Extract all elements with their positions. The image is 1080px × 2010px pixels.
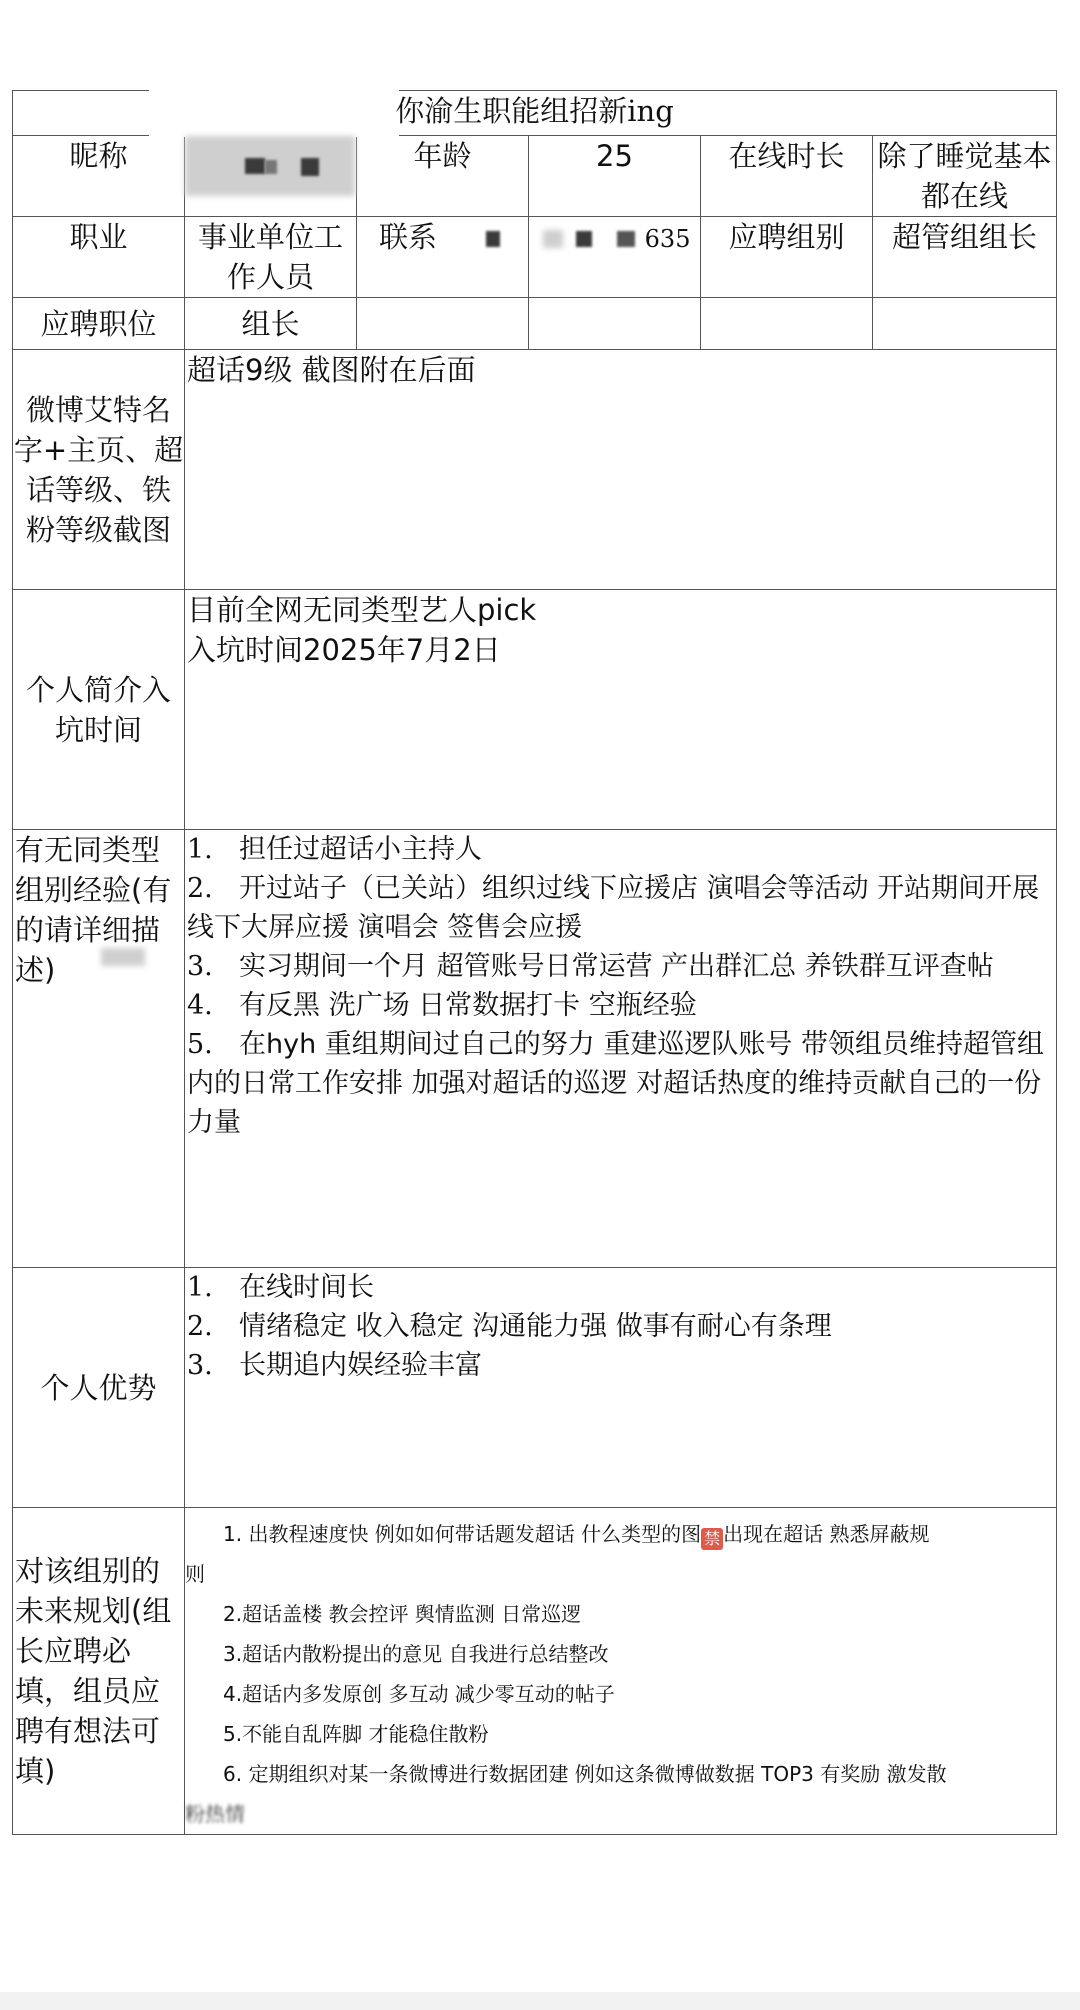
future-plan-value <box>185 1508 1057 1835</box>
plan-item: 2.超话盖楼 教会控评 舆情监测 日常巡逻 <box>223 1602 582 1626</box>
nickname-label: 昵称 <box>13 136 185 217</box>
applied-position-label: 应聘职位 <box>13 298 185 350</box>
online-duration-label: 在线时长 <box>701 136 873 217</box>
list-item: 5. 在hyh 重组期间过自己的努力 重建巡逻队账号 带领组员维持超管组内的日常工作安排 加强对超话的巡逻 对超话热度的维持贡献自己的一份力量 <box>187 1029 1044 1138</box>
empty-cell <box>701 298 873 350</box>
contact-label: 联系 <box>379 220 438 254</box>
list-item: 1. 担任过超话小主持人 <box>187 834 482 865</box>
list-item: 3. 长期追内娱经验丰富 <box>187 1350 482 1381</box>
weibo-value: 超话9级 截图附在后面 <box>185 350 1057 590</box>
job-value: 事业单位工作人员 <box>185 217 357 298</box>
age-label: 年龄 <box>357 136 529 217</box>
job-label: 职业 <box>13 217 185 298</box>
nickname-value-redacted <box>185 136 357 217</box>
list-item: 2. 开过站子（已关站）组织过线下应援店 演唱会等活动 开站期间开展线下大屏应援 演唱会 签售会应援 <box>187 873 1040 943</box>
future-plan-label: 对该组别的未来规划(组长应聘必填，组员应聘有想法可填) <box>13 1508 185 1835</box>
form-title-cell <box>13 91 1057 136</box>
plan-item: 6. 定期组织对某一条微博进行数据团建 例如这条微博做数据 TOP3 有奖励 激发散 <box>223 1762 947 1786</box>
applied-group-value: 超管组组长 <box>873 217 1057 298</box>
form-title: 你渝生职能组招新ing <box>395 94 674 128</box>
contact-value-redacted <box>529 217 701 298</box>
plan-item-wrap: 粉热情 <box>185 1802 245 1826</box>
intro-value <box>185 590 1057 830</box>
bottom-margin-strip <box>0 1992 1080 2010</box>
recruitment-form-table <box>12 90 1057 1835</box>
plan-item: 4.超话内多发原创 多互动 减少零互动的帖子 <box>223 1682 615 1706</box>
experience-label: 有无同类型组别经验(有的请详细描述) <box>13 830 185 1268</box>
plan-item: 1. 出教程速度快 例如如何带话题发超话 什么类型的图 禁 出现在超话 熟悉屏蔽规 <box>223 1522 930 1548</box>
weibo-label: 微博艾特名字+主页、超话等级、铁粉等级截图 <box>13 350 185 590</box>
intro-line: 入坑时间2025年7月2日 <box>187 633 501 667</box>
list-item: 3. 实习期间一个月 超管账号日常运营 产出群汇总 养铁群互评查帖 <box>187 951 994 982</box>
experience-value <box>185 830 1057 1268</box>
strengths-label: 个人优势 <box>13 1268 185 1508</box>
online-duration-value: 除了睡觉基本都在线 <box>873 136 1057 217</box>
age-value: 25 <box>529 136 701 217</box>
ban-emoji-icon: 禁 <box>701 1528 723 1550</box>
list-item: 4. 有反黑 洗广场 日常数据打卡 空瓶经验 <box>187 990 697 1021</box>
plan-item: 5.不能自乱阵脚 才能稳住散粉 <box>223 1722 489 1746</box>
experience-list <box>187 830 1056 1142</box>
intro-line: 目前全网无同类型艺人pick <box>187 593 537 627</box>
empty-cell <box>873 298 1057 350</box>
list-item: 2. 情绪稳定 收入稳定 沟通能力强 做事有耐心有条理 <box>187 1311 832 1342</box>
plan-item-wrap: 则 <box>185 1562 205 1586</box>
plan-item: 3.超话内散粉提出的意见 自我进行总结整改 <box>223 1642 609 1666</box>
contact-value-tail: 635 <box>644 225 691 253</box>
empty-cell <box>357 298 529 350</box>
strengths-value <box>185 1268 1057 1508</box>
contact-label-cell <box>357 217 529 298</box>
applied-position-value: 组长 <box>185 298 357 350</box>
empty-cell <box>529 298 701 350</box>
intro-label: 个人简介入坑时间 <box>13 590 185 830</box>
strengths-list <box>187 1268 1056 1385</box>
future-plan-list <box>185 1508 1056 1834</box>
list-item: 1. 在线时间长 <box>187 1272 374 1303</box>
applied-group-label: 应聘组别 <box>701 217 873 298</box>
